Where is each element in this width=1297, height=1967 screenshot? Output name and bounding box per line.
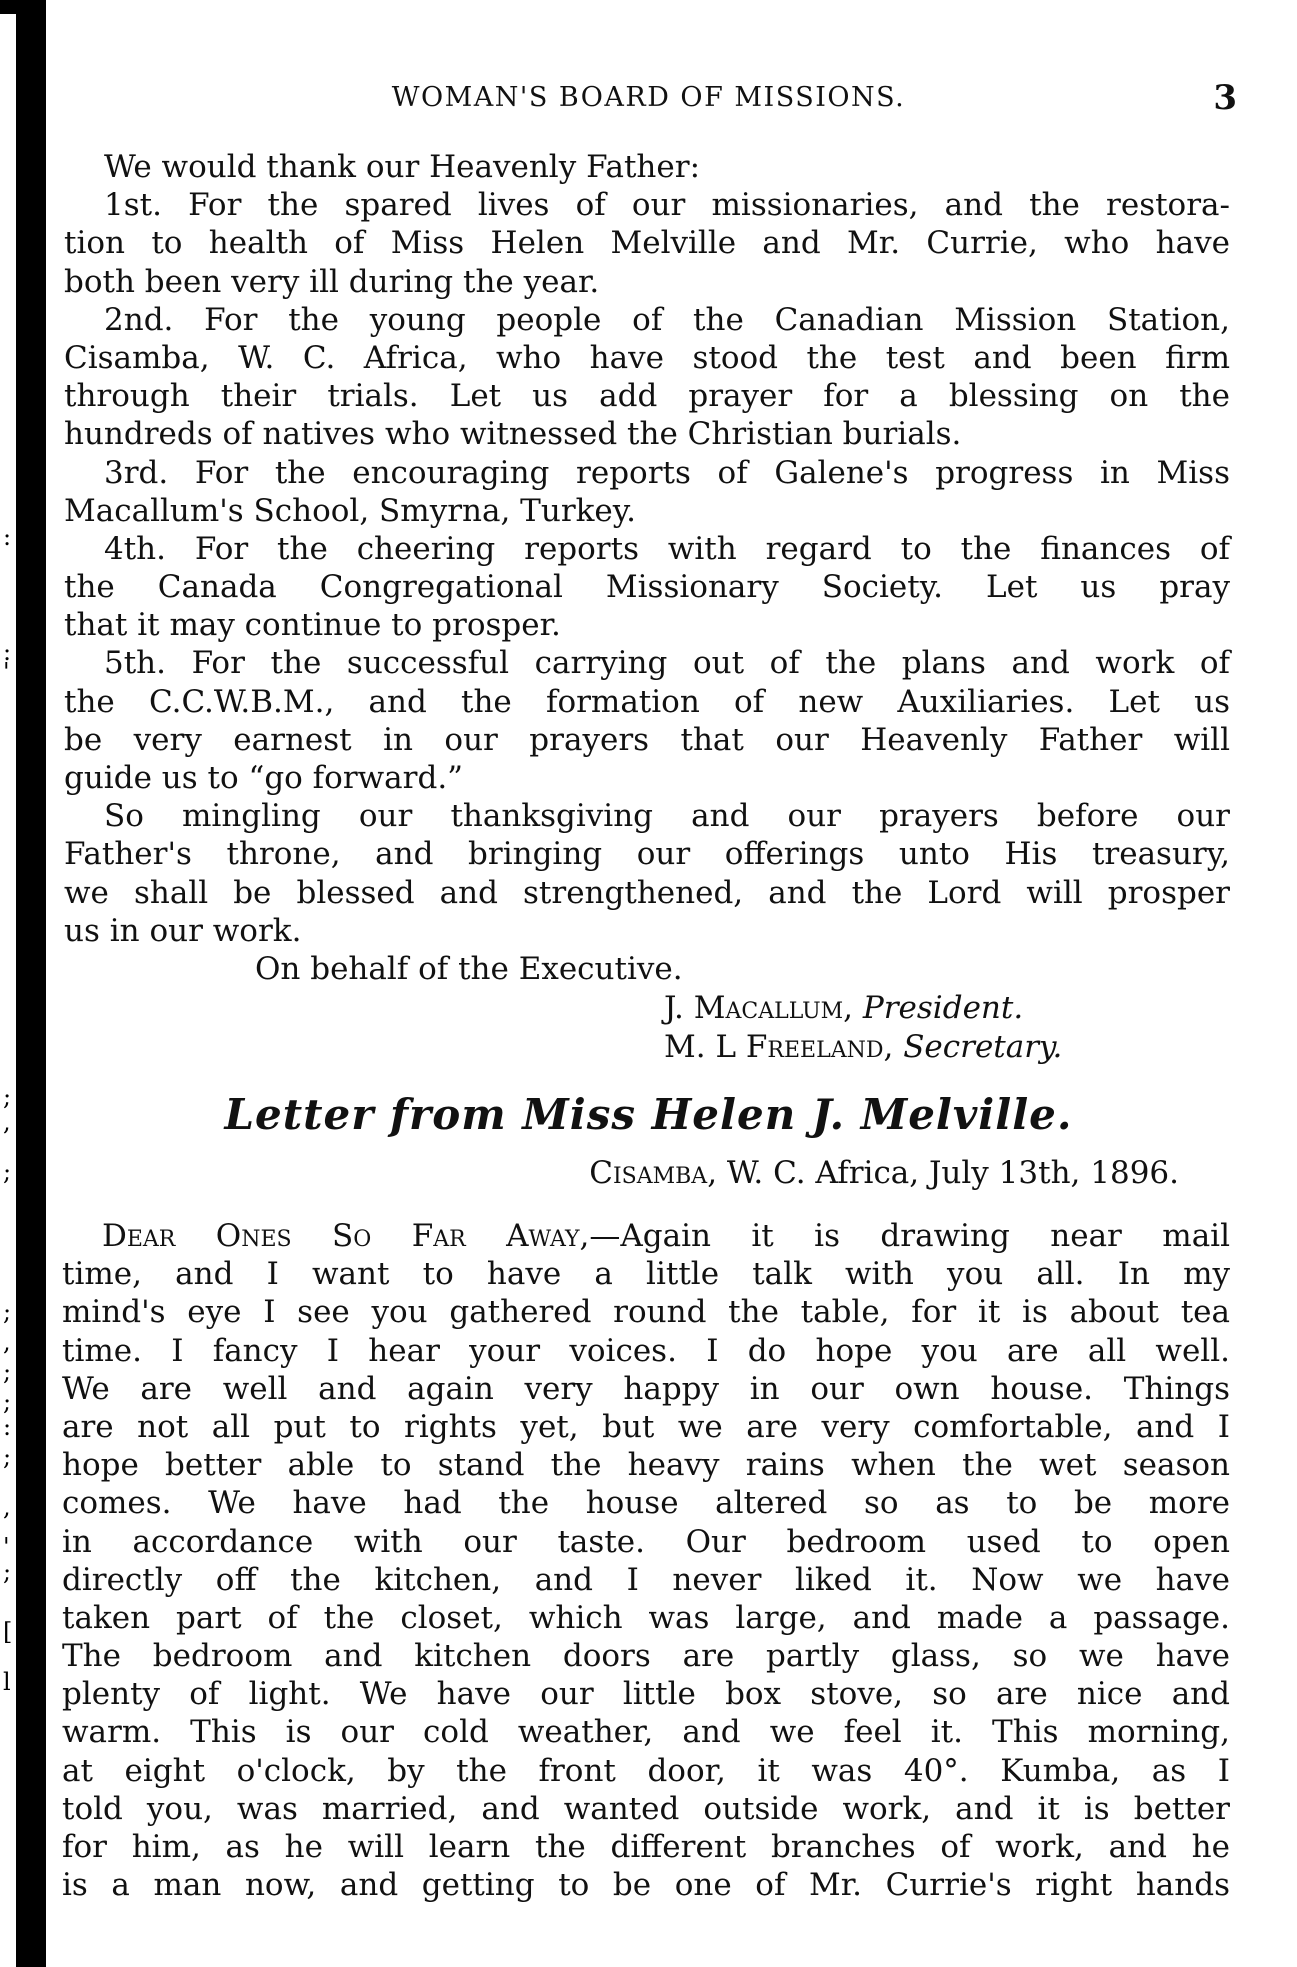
text-line: 1st. For the spared lives of our missionaries, and the restora- — [104, 187, 1230, 224]
dateline-place: Cisamba, — [589, 1155, 718, 1191]
text-line: We are well and again very happy in our own house. Things — [62, 1370, 1230, 1407]
text-line: are not all put to rights yet, but we are very comfortable, and I — [62, 1408, 1230, 1445]
text-line: be very earnest in our prayers that our Heavenly Father will — [64, 721, 1230, 758]
text-line: guide us to “go forward.” — [64, 760, 464, 796]
text-line: directly off the kitchen, and I never liked it. Now we have — [62, 1561, 1230, 1598]
text-line: we shall be blessed and strengthened, and the Lord will prosper — [64, 874, 1230, 911]
text-line: comes. We have had the house altered so as to be more — [62, 1485, 1230, 1522]
text-line: through their trials. Let us add prayer for a blessing on the — [64, 378, 1230, 415]
text-line: Father's throne, and bringing our offerings unto His treasury, — [64, 836, 1230, 873]
text-line: the Canada Congregational Missionary Society. Let us pray — [64, 569, 1230, 606]
text-line: time. I fancy I hear your voices. I do hope you are all well. — [62, 1332, 1230, 1369]
secretary-name: M. L Freeland, — [664, 1029, 894, 1065]
binding-edge — [16, 0, 46, 1967]
text-line: 2nd. For the young people of the Canadian Mission Station, — [104, 301, 1230, 338]
signature-secretary — [664, 1028, 1062, 1066]
text-line: warm. This is our cold weather, and we feel it. This morning, — [62, 1714, 1230, 1751]
text-line: 3rd. For the encouraging reports of Galene's progress in Miss — [104, 454, 1230, 491]
text-line: plenty of light. We have our little box stove, so are nice and — [62, 1676, 1230, 1713]
text-line: The bedroom and kitchen doors are partly glass, so we have — [62, 1638, 1230, 1675]
text-line: Macallum's School, Smyrna, Turkey. — [64, 492, 637, 529]
text-line: at eight o'clock, by the front door, it was 40°. Kumba, as I — [62, 1752, 1230, 1789]
page-header — [60, 78, 1237, 118]
text-line: mind's eye I see you gathered round the table, for it is about tea — [62, 1294, 1230, 1331]
president-name: J. Macallum, — [664, 990, 854, 1026]
text-line: taken part of the closet, which was large, and made a passage. — [62, 1599, 1230, 1636]
text-line: the C.C.W.B.M., and the formation of new Auxiliaries. Let us — [64, 683, 1230, 720]
text-line: hundreds of natives who witnessed the Christian burials. — [64, 416, 962, 453]
letter-title: Letter from Miss Helen J. Melville. — [224, 1090, 1073, 1139]
letter-first-line: —Again it is drawing near mail — [589, 1218, 1231, 1254]
text-line: 5th. For the successful carrying out of the plans and work of — [104, 645, 1230, 682]
text-line: for him, as he will learn the different branches of work, and he — [62, 1829, 1230, 1865]
letter-dateline — [589, 1155, 1179, 1191]
letter-body — [62, 1217, 1230, 1904]
text-line: both been very ill during the year. — [64, 263, 600, 300]
letter-salutation: Dear Ones So Far Away, — [102, 1218, 590, 1254]
text-line: that it may continue to prosper. — [64, 607, 561, 644]
running-head: WOMAN'S BOARD OF MISSIONS. — [391, 82, 906, 113]
text-line: We would thank our Heavenly Father: — [104, 149, 701, 185]
text-line: So mingling our thanksgiving and our prayers before our — [104, 798, 1230, 835]
text-line: 4th. For the cheering reports with regard to the finances of — [104, 530, 1230, 567]
president-title: President. — [862, 990, 1024, 1026]
signature-president — [664, 989, 1023, 1027]
text-line: is a man now, and getting to be one of Mr. Currie's right hands — [62, 1867, 1230, 1904]
text-line: tion to health of Miss Helen Melville and Mr. Currie, who have — [64, 225, 1230, 262]
dateline-rest: W. C. Africa, July 13th, 1896. — [726, 1155, 1179, 1191]
text-line: time, and I want to have a little talk with you all. In my — [62, 1256, 1230, 1293]
secretary-title: Secretary. — [903, 1029, 1063, 1065]
text-line: us in our work. — [64, 912, 302, 949]
thanks-section — [64, 148, 1230, 950]
on-behalf-line: On behalf of the Executive. — [255, 951, 683, 987]
text-line: hope better able to stand the heavy rains when the wet season — [62, 1447, 1230, 1484]
text-line: in accordance with our taste. Our bedroom used to open — [62, 1523, 1230, 1560]
text-line: told you, was married, and wanted outside work, and it is better — [62, 1790, 1230, 1827]
page-number: 3 — [1213, 78, 1237, 118]
text-line: Cisamba, W. C. Africa, who have stood the test and been firm — [64, 339, 1230, 376]
gutter-marks: : : ' ; , ; ; , ; ; : ; , ' ; [ l — [3, 523, 13, 1696]
text-line — [62, 1217, 1230, 1255]
